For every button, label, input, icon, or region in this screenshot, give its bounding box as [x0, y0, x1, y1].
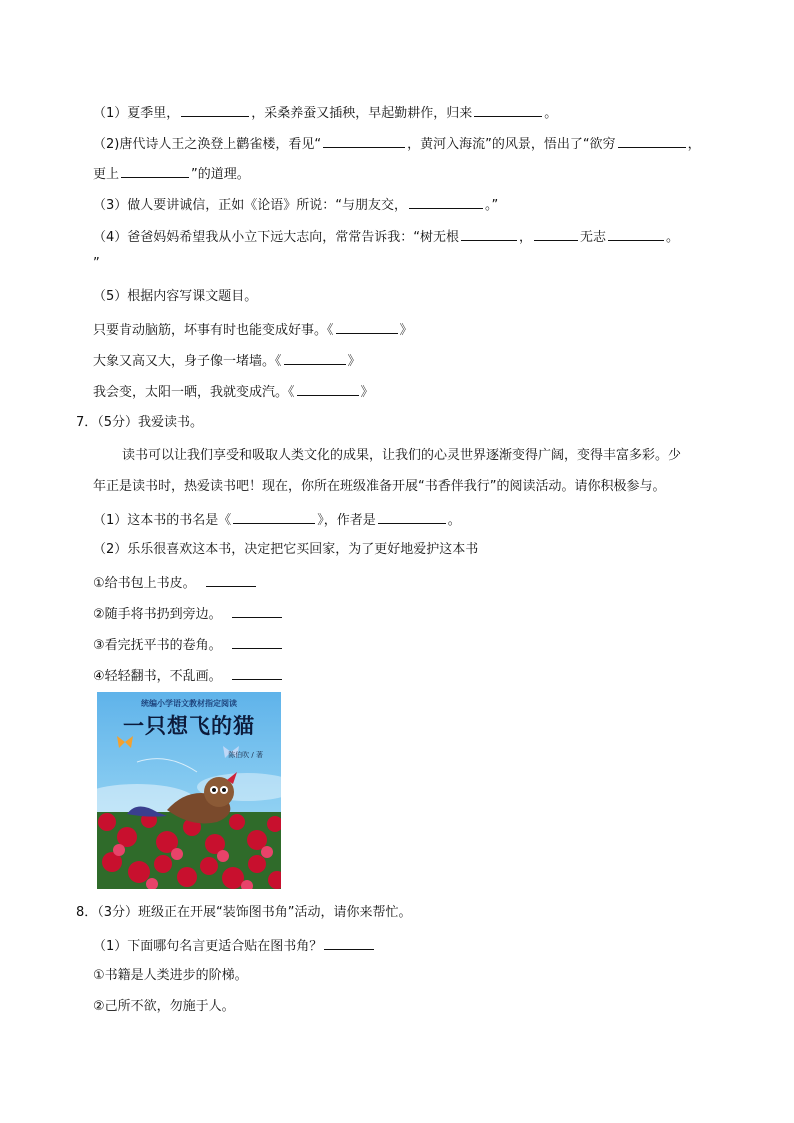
answer-blank[interactable]	[618, 134, 686, 148]
q8-heading: 8．（3分）班级正在开展“装饰图书角”活动，请你来帮忙。	[76, 905, 412, 920]
answer-blank[interactable]	[608, 227, 664, 241]
answer-blank[interactable]	[284, 351, 346, 365]
q6-item-4-close-quote: ”	[93, 256, 100, 271]
cover-subtitle: 统编小学语文教材指定阅读	[141, 699, 237, 708]
q6-item-5: （5）根据内容写课文题目。	[93, 289, 258, 304]
q7-item-1: （1）这本书的书名是《 》，作者是 。	[93, 510, 461, 530]
q7-heading: 7．（5分）我爱读书。	[76, 415, 204, 430]
answer-blank[interactable]	[534, 227, 578, 241]
q7-paragraph-line-1: 读书可以让我们享受和吸取人类文化的成果，让我们的心灵世界逐渐变得广阔，变得丰富多彩。少	[122, 448, 682, 463]
answer-blank[interactable]	[232, 604, 282, 618]
cover-author: 陈伯吹 / 著	[228, 751, 263, 759]
cover-title: 一只想飞的猫	[123, 714, 255, 738]
answer-blank[interactable]	[206, 573, 256, 587]
answer-blank[interactable]	[474, 103, 542, 117]
q7-option-2: ②随手将书扔到旁边。	[93, 604, 284, 624]
q6-item-5c: 我会变，太阳一晒，我就变成汽。《 》	[93, 382, 374, 402]
answer-blank[interactable]	[324, 936, 374, 950]
answer-blank[interactable]	[233, 510, 315, 524]
answer-blank[interactable]	[232, 666, 282, 680]
q7-option-1: ①给书包上书皮。	[93, 573, 258, 593]
answer-blank[interactable]	[181, 103, 249, 117]
book-cover-image	[97, 692, 281, 889]
answer-blank[interactable]	[232, 635, 282, 649]
answer-blank[interactable]	[461, 227, 517, 241]
q8-item-1: （1）下面哪句名言更适合贴在图书角？	[93, 936, 376, 956]
answer-blank[interactable]	[121, 164, 189, 178]
q7-option-4: ④轻轻翻书，不乱画。	[93, 666, 284, 686]
q7-item-2: （2）乐乐很喜欢这本书，决定把它买回家，为了更好地爱护这本书	[93, 542, 479, 557]
answer-blank[interactable]	[336, 320, 398, 334]
q7-option-3: ③看完抚平书的卷角。	[93, 635, 284, 655]
q6-item-2: （2)唐代诗人王之涣登上鹳雀楼，看见“ ，黄河入海流”的风景，悟出了“欲穷 ，	[93, 134, 701, 154]
q6-item-4: （4）爸爸妈妈希望我从小立下远大志向，常常告诉我：“树无根 ， 无志 。	[93, 227, 679, 247]
answer-blank[interactable]	[297, 382, 359, 396]
q8-option-1: ①书籍是人类进步的阶梯。	[93, 968, 248, 983]
answer-blank[interactable]	[409, 195, 483, 209]
q6-item-5a: 只要肯动脑筋，坏事有时也能变成好事。《 》	[93, 320, 413, 340]
q8-option-2: ②己所不欲，勿施于人。	[93, 999, 235, 1014]
answer-blank[interactable]	[323, 134, 405, 148]
q7-paragraph-line-2: 年正是读书时，热爱读书吧！现在，你所在班级准备开展“书香伴我行”的阅读活动。请你积极参与。	[93, 479, 666, 494]
q6-item-1: （1）夏季里， ，采桑养蚕又插秧，早起勤耕作，归来 。	[93, 103, 557, 123]
q6-item-3: （3）做人要讲诚信，正如《论语》所说：“与朋友交， 。”	[93, 195, 498, 215]
answer-blank[interactable]	[378, 510, 446, 524]
q6-item-2-cont: 更上 ”的道理。	[93, 164, 250, 184]
q6-item-5b: 大象又高又大，身子像一堵墙。《 》	[93, 351, 361, 371]
